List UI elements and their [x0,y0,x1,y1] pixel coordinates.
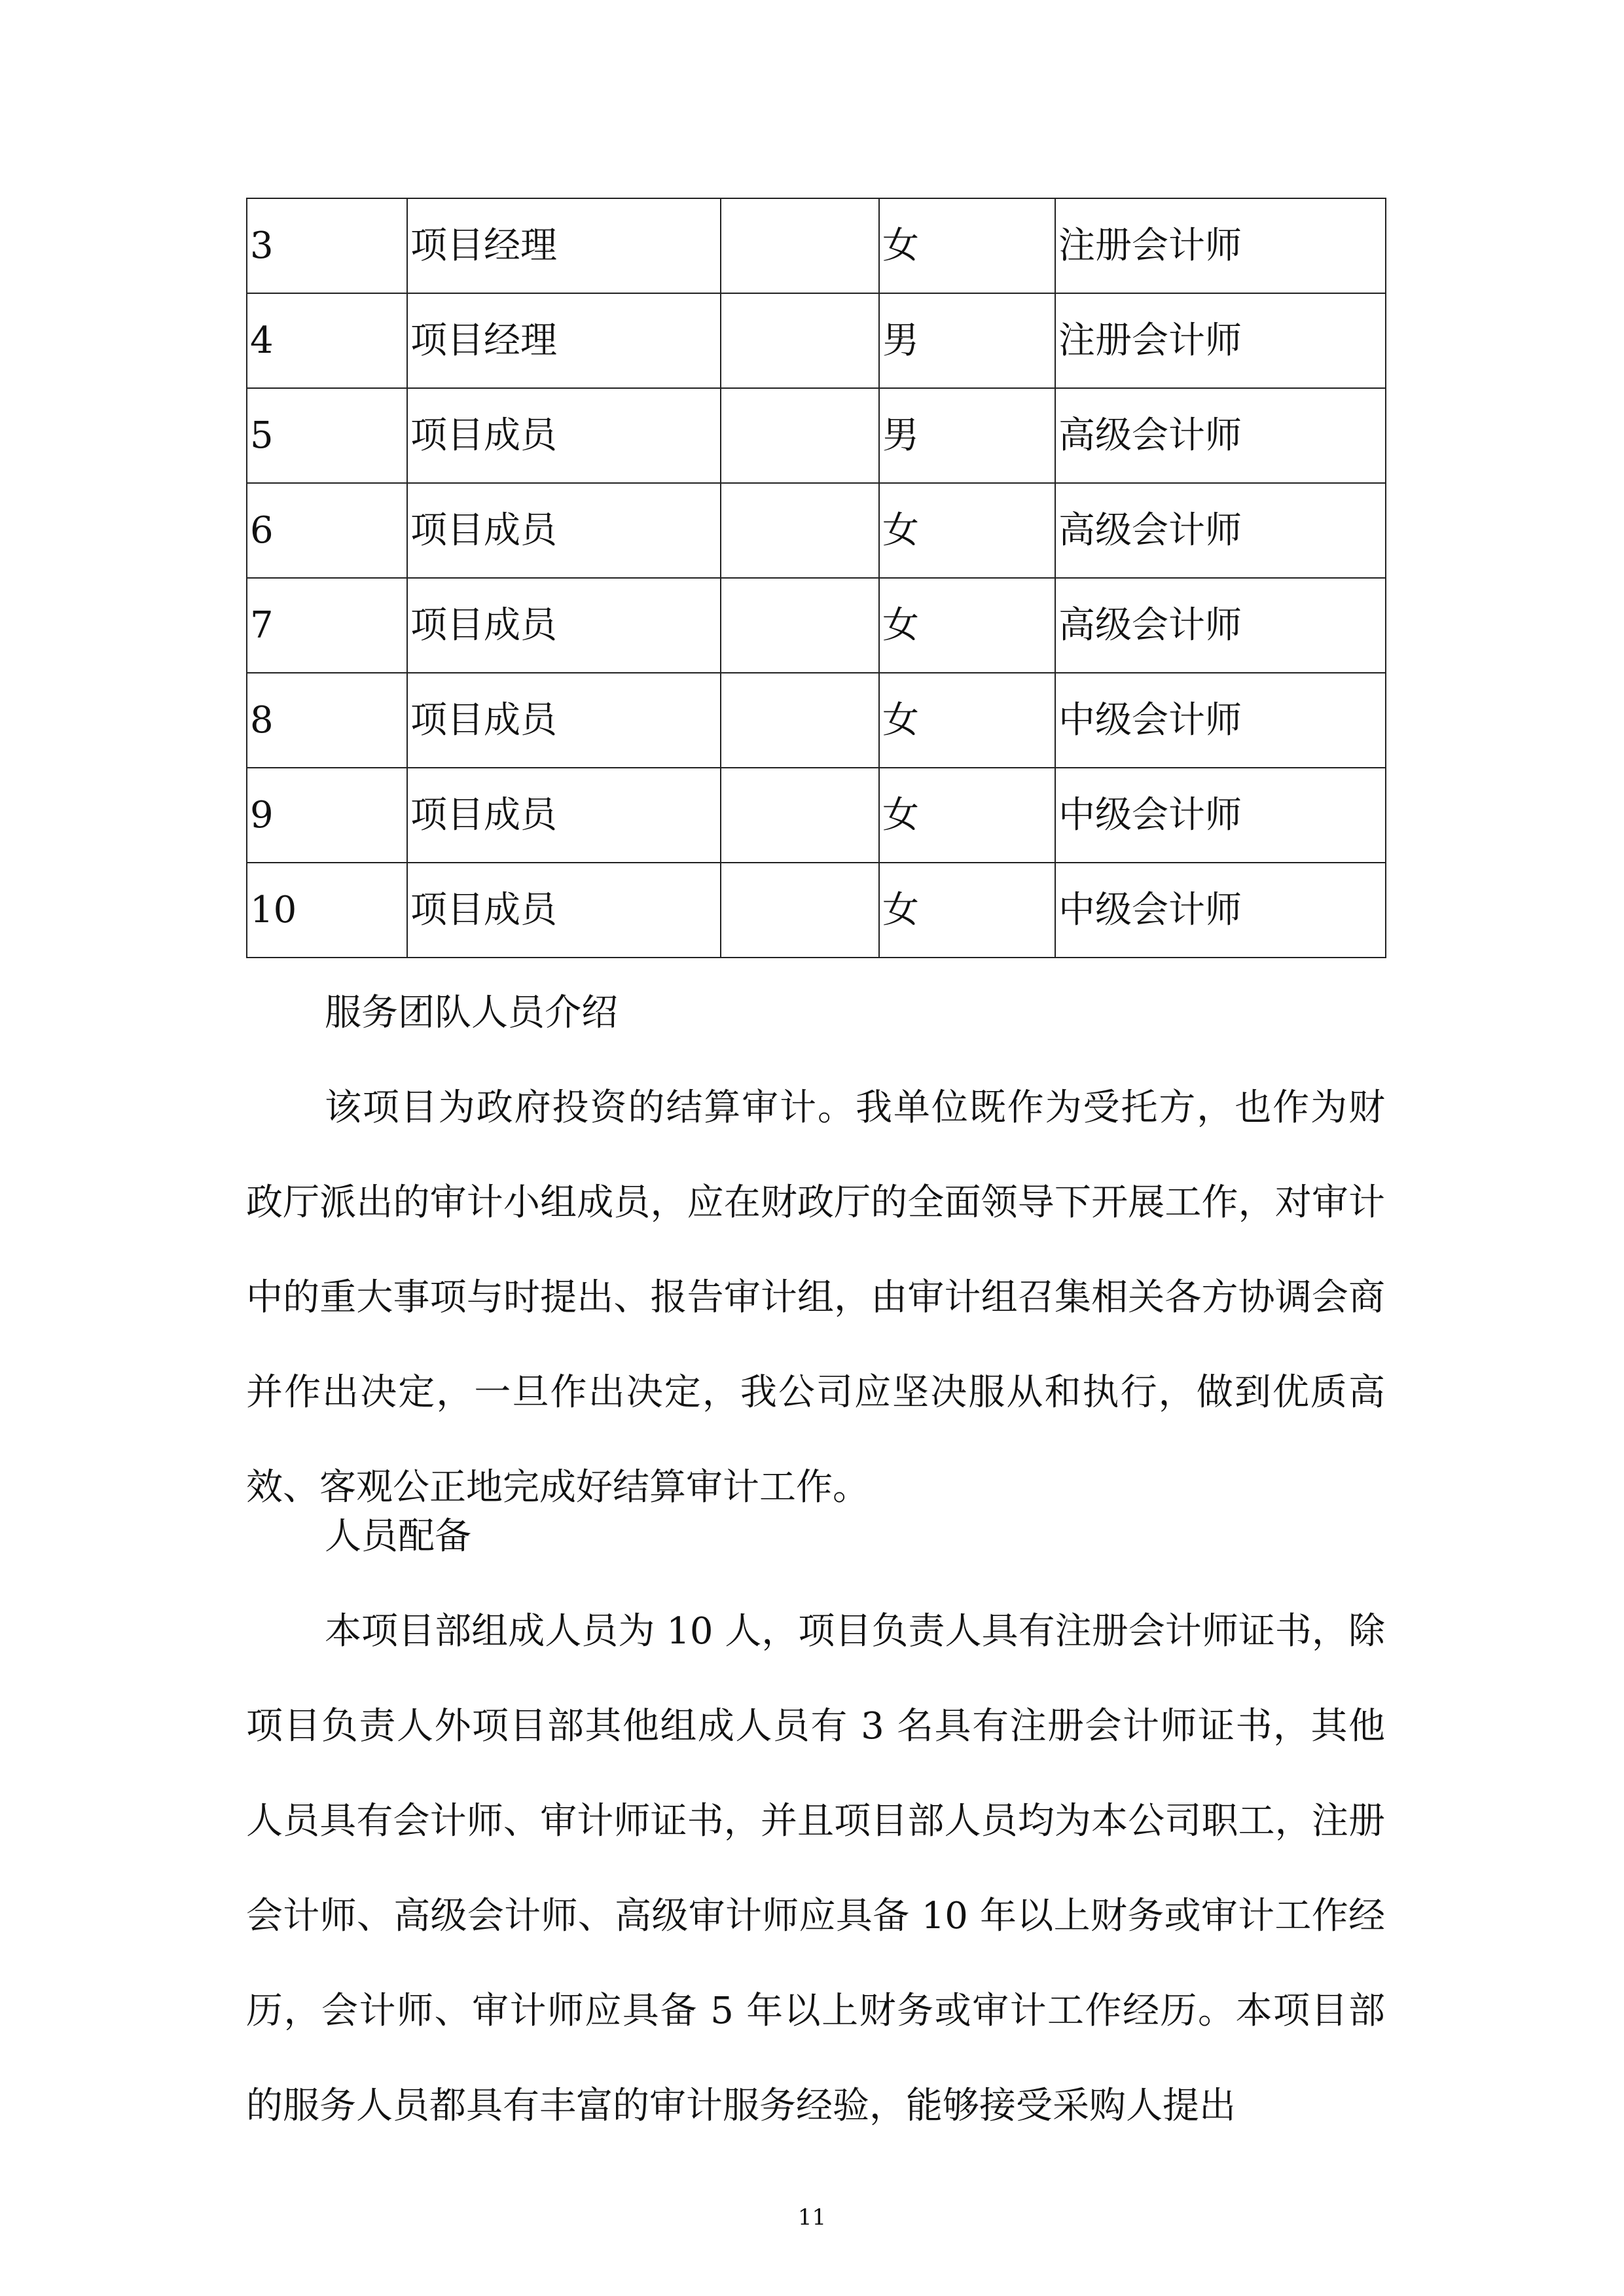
paragraph-staffing: 本项目部组成人员为 10 人，项目负责人具有注册会计师证书，除项目负责人外项目部其他组成人员有 3 名具有注册会计师证书，其他人员具有会计师、审计师证书，并且项目部人员均为本公司职工，注册会计师、高级会计师、高级审计师应具备 10 年以上财务或审计工作经历，会计师、审计师应具备 5 年以上财务或审计工作经历。本项目部的服务人员都具有丰富的审计服务经验，能够接受采购人提出 [246,1610,1385,2127]
cell-name [721,578,879,673]
cell-name [721,198,879,293]
cell-sex: 女 [879,863,1055,958]
cell-number: 4 [247,293,407,388]
section-heading-team-intro: 服务团队人员介绍 [325,992,618,1034]
cell-role: 项目成员 [407,768,721,863]
cell-number: 10 [247,863,407,958]
cell-name [721,483,879,578]
cell-role: 项目成员 [407,388,721,483]
cell-role: 项目经理 [407,293,721,388]
staff-table [246,198,1386,958]
table-row [247,863,1386,958]
cell-role: 项目成员 [407,863,721,958]
cell-title: 注册会计师 [1055,198,1386,293]
cell-title: 注册会计师 [1055,293,1386,388]
cell-title: 高级会计师 [1055,483,1386,578]
cell-number: 9 [247,768,407,863]
cell-number: 6 [247,483,407,578]
cell-role: 项目成员 [407,483,721,578]
section-heading-staffing: 人员配备 [325,1515,471,1558]
cell-name [721,768,879,863]
cell-sex: 男 [879,293,1055,388]
cell-name [721,388,879,483]
page-number: 11 [797,2204,827,2231]
cell-number: 8 [247,673,407,768]
cell-role: 项目成员 [407,578,721,673]
cell-title: 中级会计师 [1055,768,1386,863]
paragraph-team-intro: 该项目为政府投资的结算审计。我单位既作为受托方，也作为财政厅派出的审计小组成员，应在财政厅的全面领导下开展工作，对审计中的重大事项与时提出、报告审计组，由审计组召集相关各方协调会商并作出决定，一旦作出决定，我公司应坚决服从和执行，做到优质高效、客观公正地完成好结算审计工作。 [246,1086,1385,1509]
table-row [247,388,1386,483]
table-row [247,673,1386,768]
cell-sex: 女 [879,483,1055,578]
cell-sex: 女 [879,673,1055,768]
cell-role: 项目经理 [407,198,721,293]
cell-name [721,293,879,388]
cell-title: 中级会计师 [1055,863,1386,958]
cell-sex: 男 [879,388,1055,483]
cell-sex: 女 [879,768,1055,863]
cell-role: 项目成员 [407,673,721,768]
cell-title: 中级会计师 [1055,673,1386,768]
cell-number: 7 [247,578,407,673]
cell-title: 高级会计师 [1055,388,1386,483]
table-row [247,483,1386,578]
table-row [247,578,1386,673]
cell-sex: 女 [879,578,1055,673]
cell-number: 5 [247,388,407,483]
cell-name [721,673,879,768]
cell-sex: 女 [879,198,1055,293]
cell-number: 3 [247,198,407,293]
cell-title: 高级会计师 [1055,578,1386,673]
cell-name [721,863,879,958]
table-row [247,198,1386,293]
table-row [247,293,1386,388]
table-row [247,768,1386,863]
